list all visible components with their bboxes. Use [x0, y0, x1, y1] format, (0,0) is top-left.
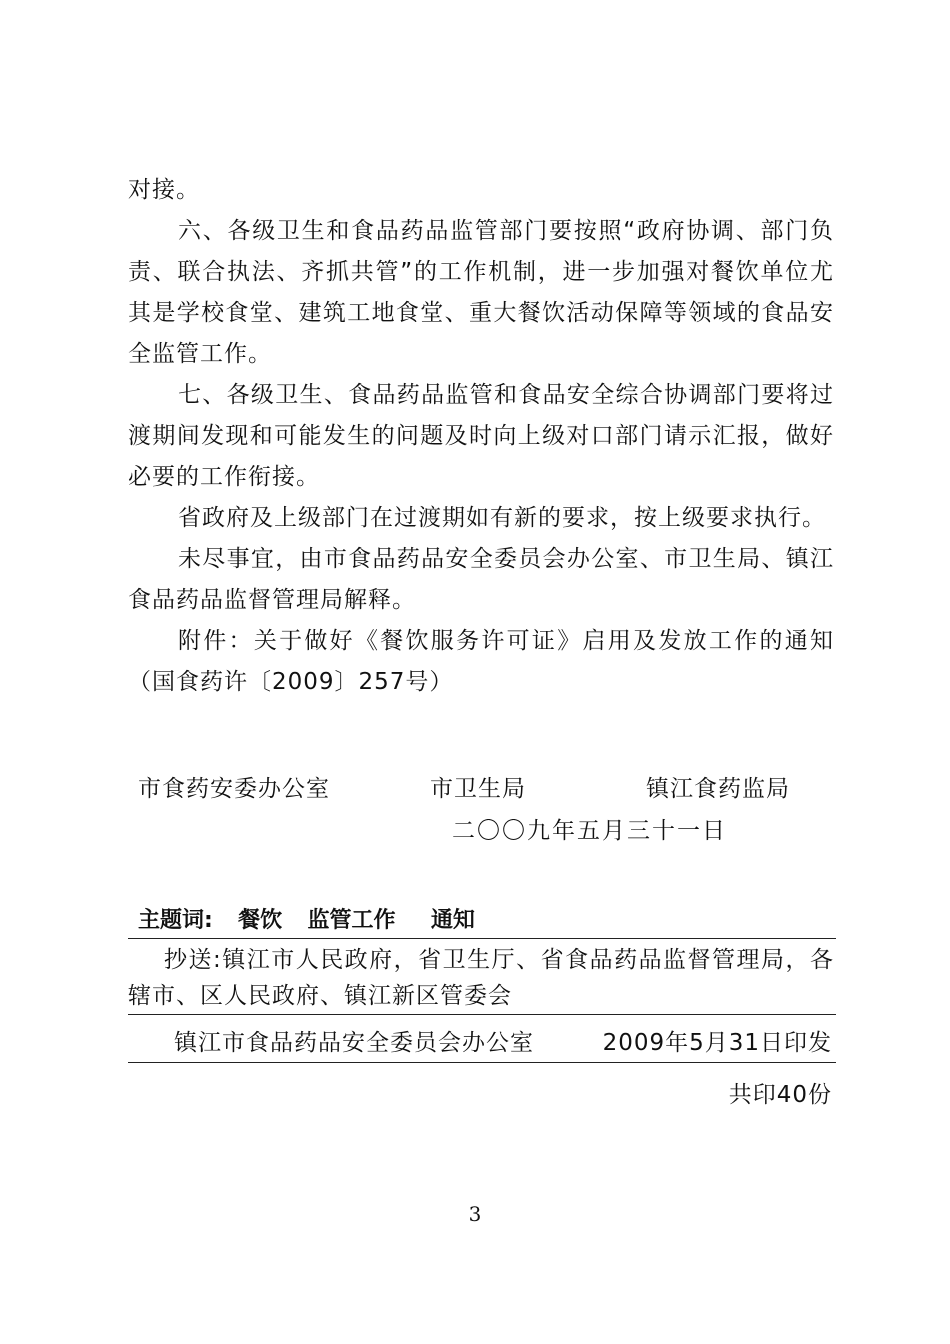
divider-line: [128, 938, 836, 939]
cc-recipients: 镇江市人民政府，省卫生厅、省食品药品监督管理局，各辖市、区人民政府、镇江新区管委会: [128, 947, 835, 1009]
body-text: [128, 170, 834, 703]
signature-office: 市食药安委办公室: [138, 776, 330, 802]
keyword: 监管工作: [307, 908, 396, 933]
divider-line: [128, 1062, 836, 1063]
keywords-label: 主题词:: [138, 908, 213, 933]
keywords-line: [138, 903, 475, 934]
signature-fda: 镇江食药监局: [646, 776, 790, 802]
keyword: 通知: [430, 908, 475, 933]
paragraph-provincial-requirements: 省政府及上级部门在过渡期如有新的要求，按上级要求执行。: [178, 505, 826, 531]
issuer: 镇江市食品药品安全委员会办公室: [174, 1030, 534, 1056]
paragraph-item-six: 六、各级卫生和食品药品监管部门要按照“政府协调、部门负责、联合执法、齐抓共管”的工作机制，进一步加强对餐饮单位尤其是学校食堂、建筑工地食堂、重大餐饮活动保障等领域的食品安全监管工作。: [128, 218, 834, 367]
signature-health-bureau: 市卫生局: [430, 776, 526, 802]
paragraph-interpretation: 未尽事宜，由市食品药品安全委员会办公室、市卫生局、镇江食品药品监督管理局解释。: [128, 546, 834, 613]
cc-block: [128, 942, 834, 1014]
issue-date: 2009年5月31日印发: [602, 1030, 832, 1056]
paragraph-continuation: 对接。: [128, 177, 200, 203]
print-copies: 共印40份: [728, 1082, 832, 1108]
cc-label: 抄送:: [164, 947, 222, 973]
document-date: 二〇〇九年五月三十一日: [452, 818, 727, 844]
divider-line: [128, 1014, 836, 1015]
page-number: 3: [468, 1202, 482, 1226]
signature-row: [0, 770, 950, 810]
paragraph-item-seven: 七、各级卫生、食品药品监管和食品安全综合协调部门要将过渡期间发现和可能发生的问题及时向上级对口部门请示汇报，做好必要的工作衔接。: [128, 382, 834, 490]
paragraph-attachment: 附件：关于做好《餐饮服务许可证》启用及发放工作的通知（国食药许〔2009〕257号）: [128, 628, 834, 695]
keyword: 餐饮: [238, 908, 283, 933]
